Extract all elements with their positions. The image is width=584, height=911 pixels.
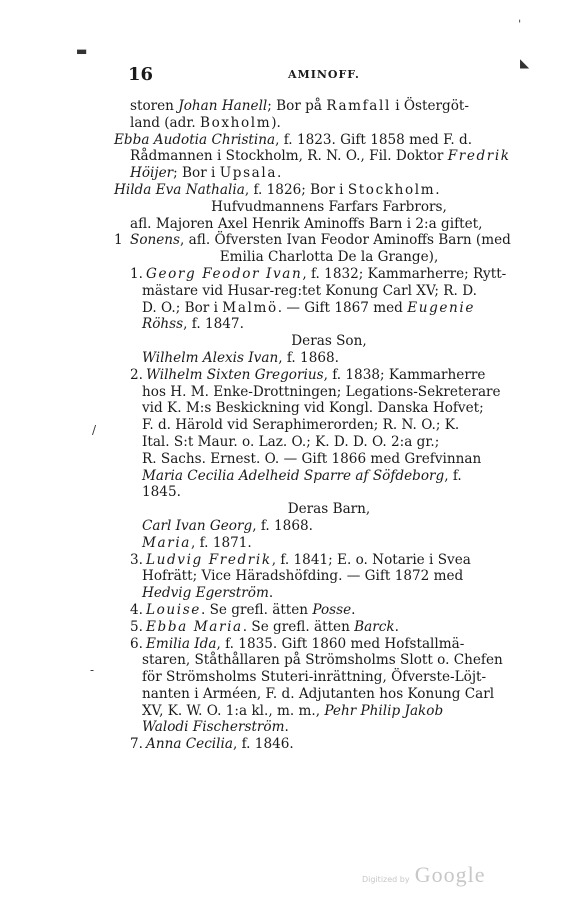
name-run: Barck [354,618,395,635]
name-run: Louise [146,601,201,618]
text-line [114,669,544,686]
name-run: Wilhelm Sixten Gregorius [146,366,324,383]
scan-speck: ◣ [520,56,530,70]
text-run: hos H. M. Enke-Drottningen; Legations-Sekreterare [142,383,501,400]
text-run: land (adr. [130,114,200,131]
text-line [114,518,544,535]
text-run: , f. 1871. [190,534,252,551]
text-run: , f. 1846. [232,736,294,753]
text-run: nanten i Arméen, F. d. Adjutanten hos Konung Carl [142,685,495,702]
text-line [114,417,544,434]
text-run: storen [130,98,179,114]
text-line [114,568,544,585]
text-run: Hofrätt; Vice Häradshöfding. — Gift 1872 med [142,568,464,585]
entry-number: 7. [130,736,143,753]
name-run: Stockholm [347,181,436,198]
text-run: Deras Barn, [287,501,371,518]
text-line [114,434,544,451]
text-line [114,199,544,216]
text-line [114,249,544,266]
text-run: afl. Majoren Axel Henrik Aminoffs Barn i 2:a giftet, [130,215,483,232]
text-line [114,703,544,720]
text-run: , f. 1868. [278,349,339,366]
name-run: Ebba Audotia Christina [114,131,276,148]
entry-number: 3. [130,551,143,568]
entry-number: 2. [130,366,143,383]
text-line [114,501,544,518]
text-run: , f. 1847. [183,316,244,333]
text-run: . [394,618,399,635]
text-line [114,316,544,333]
text-line [114,619,544,636]
name-run: Ludvig Fredrik [146,551,272,568]
watermark-brand: Google [414,862,486,887]
name-run: Hedvig Egerström [142,585,269,602]
text-run: ; Bor i [173,165,220,182]
text-line [114,652,544,669]
text-line [114,266,544,283]
text-run: . [435,181,440,198]
text-line [114,216,544,233]
text-run: XV, K. W. O. 1:a kl., m. m., [142,702,325,719]
text-line [114,468,544,485]
text-run: Deras Son, [291,333,367,350]
name-run: Emilia Ida [146,635,217,652]
text-line [114,636,544,653]
name-run: Posse [312,601,352,618]
text-run: för Strömsholms Stuteri-inrättning, Öfverste-Löjt- [142,669,487,686]
text-line [114,400,544,417]
text-line [114,384,544,401]
name-run: Pehr Philip Jakob [324,702,444,719]
text-line [114,350,544,367]
text-line [114,165,544,182]
entry-number: 5. [130,618,143,635]
name-run: Höijer [130,165,174,182]
text-run: Rådmannen i Stockholm, R. N. O., Fil. Doktor [130,148,448,165]
text-run: . [351,601,356,618]
text-line [114,232,544,249]
name-run: Malmö [222,299,278,316]
scan-speck: - [90,663,95,677]
text-line [114,719,544,736]
text-line [114,333,544,350]
entry-number: 6. [130,635,143,652]
text-run: . [284,719,289,736]
text-line [114,602,544,619]
name-run: Walodi Fischerström [142,719,285,736]
name-run: Anna Cecilia [146,736,233,753]
page-header [128,64,548,88]
name-run: Ramfall [326,98,391,114]
name-run: Sonens [130,232,181,249]
watermark-small-text: Digitized by [362,875,410,884]
genealogy-text [114,98,544,753]
text-run: , afl. Öfversten Ivan Feodor Aminoffs Barn (med [180,232,511,249]
name-run: Hilda Eva Nathalia [114,181,245,198]
text-line [114,148,544,165]
page-number: 16 [128,64,154,85]
text-run: Emilia Charlotta De la Grange), [219,249,439,266]
name-run: Upsala [219,165,278,182]
name-run: Fredrik [447,148,511,165]
name-run: Georg Feodor Ivan [146,265,303,282]
text-run: staren, Ståthållaren på Strömsholms Slott o. Chefen [142,652,503,669]
text-run: . — Gift 1867 med [277,299,408,316]
name-run: Maria Cecilia Adelheid Sparre af Söfdeborg [142,467,445,484]
name-run: Wilhelm Alexis Ivan [142,349,279,366]
name-run: Ebba Maria [146,618,243,635]
entry-number: 1. [130,265,143,282]
text-line [114,686,544,703]
text-run: i Östergöt- [390,98,469,114]
text-run: R. Sachs. Ernest. O. — Gift 1866 med Grefvinnan [142,450,482,467]
text-run: , f. [444,467,462,484]
text-run: vid K. M:s Beskickning vid Kongl. Danska Hofvet; [142,400,484,417]
text-line [114,98,544,115]
text-run: , f. 1838; Kammarherre [323,366,486,383]
name-run: Boxholm [200,114,272,131]
text-run: , f. 1835. Gift 1860 med Hofstallmä- [216,635,465,652]
text-line [114,300,544,317]
scan-speck: ▬ [76,44,88,58]
text-run: , f. 1832; Kammarherre; Rytt- [302,265,507,282]
name-run: Maria [142,534,191,551]
google-watermark [362,862,485,888]
text-run: . [277,165,282,182]
text-line [114,535,544,552]
text-run: , f. 1868. [252,517,313,534]
entry-number: 1 [114,232,123,249]
text-run: F. d. Härold vid Seraphimerorden; R. N. O.; K. [142,417,460,434]
text-line [114,367,544,384]
name-run: Eugenie [407,299,475,316]
text-run: . [268,585,274,602]
name-run: Johan Hanell [178,98,268,114]
text-run: 1845. [142,484,181,501]
text-line [114,552,544,569]
text-run: . Se grefl. ätten [200,601,313,618]
scan-speck: ˈ [518,18,522,32]
text-run: Hufvudmannens Farfars Farbrors, [211,198,447,215]
text-run: Ital. S:t Maur. o. Laz. O.; K. D. D. O. 2:a gr.; [142,433,440,450]
text-line [114,451,544,468]
text-run: , f. 1841; E. o. Notarie i Svea [271,551,471,568]
text-run: , f. 1823. Gift 1858 med F. d. [275,131,473,148]
name-run: Röhss [142,316,184,333]
text-line [114,484,544,501]
scan-speck: / [92,423,97,437]
entry-number: 4. [130,601,143,618]
text-run: . Se grefl. ätten [242,618,355,635]
text-line [114,115,544,132]
text-line [114,182,544,199]
text-run: , f. 1826; Bor i [244,181,348,198]
text-run: mästare vid Husar-reg:tet Konung Carl XV; R. D. [142,282,477,299]
name-run: Carl Ivan Georg [142,517,253,534]
text-line [114,585,544,602]
text-run: ). [271,114,281,131]
running-head: AMINOFF. [288,68,360,81]
text-line [114,736,544,753]
text-run: ; Bor på [267,98,327,114]
text-line [114,132,544,149]
text-run: D. O.; Bor i [142,299,223,316]
text-line [114,283,544,300]
